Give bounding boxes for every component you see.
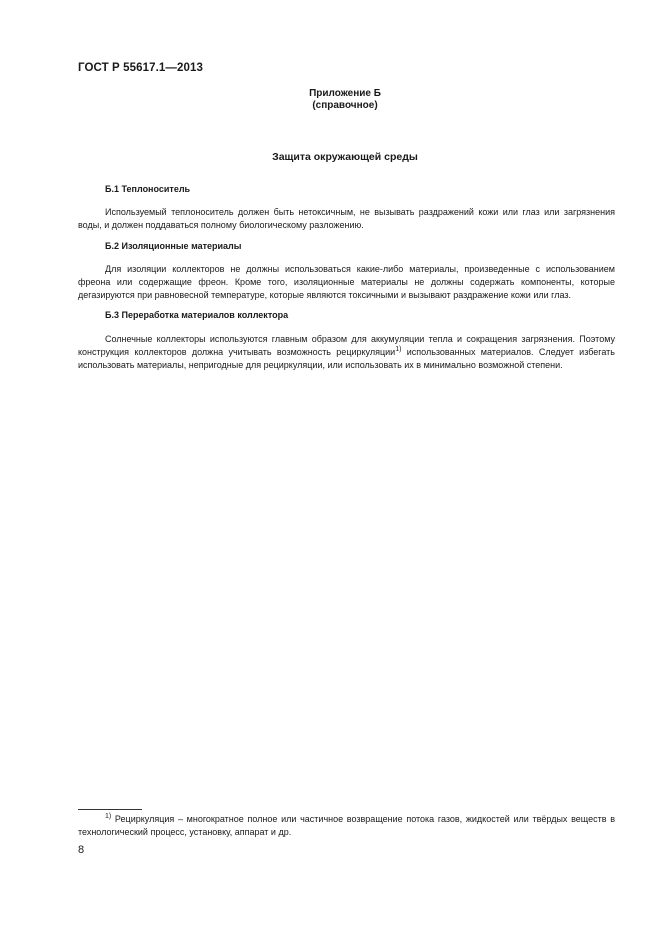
paragraph-b3-part1: Солнечные коллекторы используются главным образом для аккумуляции тепла и сокращения загрязнения. Поэтому конструкция коллекторов должна учитывать возможность рециркуляции bbox=[78, 333, 615, 357]
standard-designation: ГОСТ Р 55617.1—2013 bbox=[78, 62, 203, 74]
subsection-heading-b2: Б.2 Изоляционные материалы bbox=[105, 240, 242, 251]
paragraph-b3-part2: использованных материалов. Следует избегать использовать материалы, непригодные для рециркуляции, или использовать их в минимально возможной степени. bbox=[78, 346, 615, 371]
annex-type: (справочное) bbox=[312, 100, 378, 111]
section-title: Защита окружающей среды bbox=[272, 151, 418, 163]
footnote bbox=[78, 813, 615, 839]
paragraph-b1: Используемый теплоноситель должен быть нетоксичным, не вызывать раздражений кожи или глаз или загрязнения воды, и должен поддаваться полному биологическому разложению. bbox=[78, 207, 615, 231]
paragraph-b3 bbox=[78, 333, 615, 373]
subsection-heading-b1: Б.1 Теплоноситель bbox=[105, 184, 191, 194]
annex-title: Приложение Б bbox=[309, 88, 381, 99]
annex-heading bbox=[260, 88, 430, 112]
footnote-mark: 1) bbox=[105, 813, 112, 820]
page-number: 8 bbox=[78, 844, 85, 856]
footnote-text: Рециркуляция – многократное полное или частичное возвращение потока газов, жидкостей или твёрдых веществ в технологический процесс, установку, аппарат и др. bbox=[78, 814, 615, 838]
footnote-separator bbox=[78, 809, 142, 810]
paragraph-b2: Для изоляции коллекторов не должны использоваться какие-либо материалы, произведенные с использованием фреона или содержащие фреон. Кроме того, изоляционные материалы не должны содержать компоненты, которые дегазируются при равновесной температуре, которые являются токсичными и вызывают раздражение кожи или глаз. bbox=[78, 263, 615, 301]
footnote-text-block bbox=[78, 813, 615, 839]
annex-body bbox=[78, 183, 615, 379]
subsection-heading-b3: Б.3 Переработка материалов коллектора bbox=[105, 310, 289, 321]
footnote-reference: 1) bbox=[395, 345, 402, 353]
